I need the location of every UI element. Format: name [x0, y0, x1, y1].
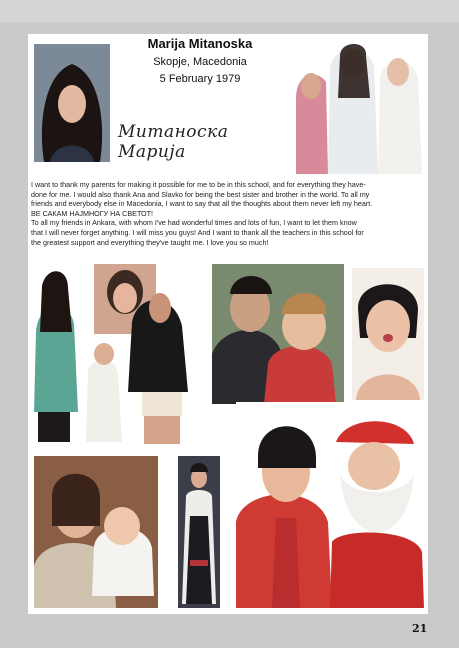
child-with-santa-photo	[236, 402, 424, 608]
friends-group-photo	[294, 38, 424, 174]
student-name: Marija Mitanoska	[147, 36, 253, 51]
scan-top-band	[0, 0, 459, 22]
message-line: To all my friends in Ankara, with whom I've had wonderful times and lots of fun, I want to let them know	[31, 218, 357, 228]
student-birth-date: 5 February 1979	[159, 73, 241, 85]
page-number: 21	[412, 622, 428, 635]
message-line: the greatest support and everything they've taught me. I love you so much!	[31, 237, 269, 247]
message-line: that I will never forget anything. I will miss you guys! And I want to thank all the teachers in this school for	[31, 227, 364, 237]
message-line: done for me. I would also thank Ana and Slavko for being the best sister and brother in the world. To all my	[31, 189, 370, 199]
message-line: I want to thank my parents for making it possible for me to be in this school, and for everything they have-	[31, 180, 366, 189]
man-with-child-photo	[212, 264, 344, 404]
three-girls-photo	[32, 262, 208, 452]
folk-costume-photo	[178, 456, 220, 608]
woman-with-baby-photo	[34, 456, 158, 608]
handwritten-signature: Митаноска Марија	[118, 122, 229, 162]
message-line: friends and everybody else in Macedonia, I want to say that all the thoughts about them never left my heart.	[31, 199, 373, 209]
student-location: Skopje, Macedonia	[153, 56, 247, 68]
child-closeup-photo	[352, 268, 424, 400]
profile-header	[110, 36, 290, 85]
message-text	[31, 180, 423, 247]
portrait-photo	[34, 44, 110, 162]
message-line: ВЕ САКАМ НАЈМНОГУ НА СВЕТОТ!	[31, 208, 153, 218]
